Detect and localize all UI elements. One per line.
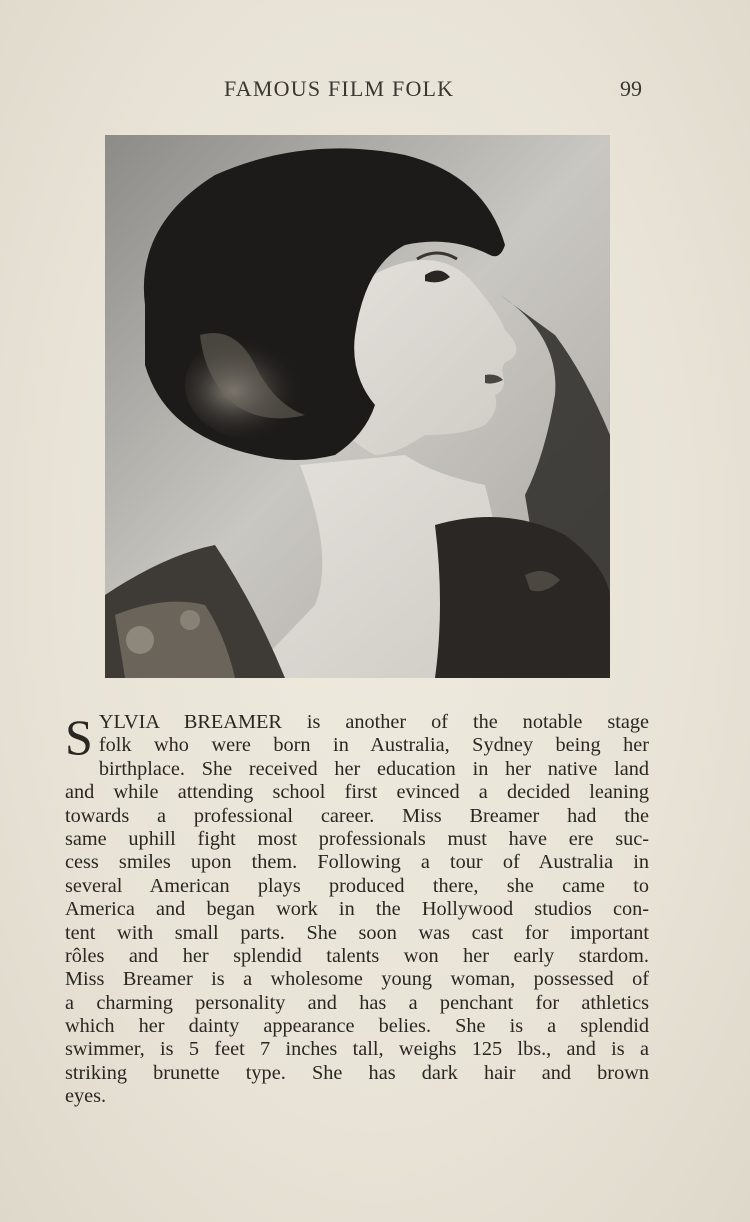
portrait-illustration	[105, 135, 610, 678]
drop-cap: S	[65, 709, 93, 765]
article-body	[65, 711, 649, 1109]
text-line: birthplace. She received her education in her native land	[98, 757, 649, 780]
text-line: America and began work in the Hollywood studios con-	[65, 898, 649, 921]
text-line: tent with small parts. She soon was cast for important	[65, 921, 649, 944]
text-line: same uphill fight most professionals must have ere suc-	[65, 827, 649, 850]
text-line: towards a professional career. Miss Breamer had the	[65, 804, 649, 827]
text-line: YLVIA BREAMER is another of the notable stage	[98, 711, 649, 733]
text-line: Miss Breamer is a wholesome young woman, possessed of	[65, 968, 649, 991]
page-number: 99	[620, 76, 642, 101]
text-line: folk who were born in Australia, Sydney being her	[98, 734, 649, 757]
text-line: several American plays produced there, she came to	[65, 874, 649, 897]
text-line: striking brunette type. She has dark hair and brown	[65, 1061, 649, 1084]
text-line: which her dainty appearance belies. She is a splendid	[65, 1015, 649, 1038]
text-line: eyes.	[65, 1085, 107, 1108]
text-line: and while attending school first evinced a decided leaning	[65, 781, 649, 804]
text-line: rôles and her splendid talents won her early stardom.	[65, 944, 649, 967]
text-line: cess smiles upon them. Following a tour of Australia in	[65, 851, 649, 874]
portrait-photo	[105, 135, 610, 678]
text-line: swimmer, is 5 feet 7 inches tall, weighs 125 lbs., and is a	[65, 1038, 649, 1061]
running-title: FAMOUS FILM FOLK	[224, 76, 455, 101]
running-head	[0, 76, 750, 106]
text-line: a charming personality and has a penchant for athletics	[65, 991, 649, 1014]
